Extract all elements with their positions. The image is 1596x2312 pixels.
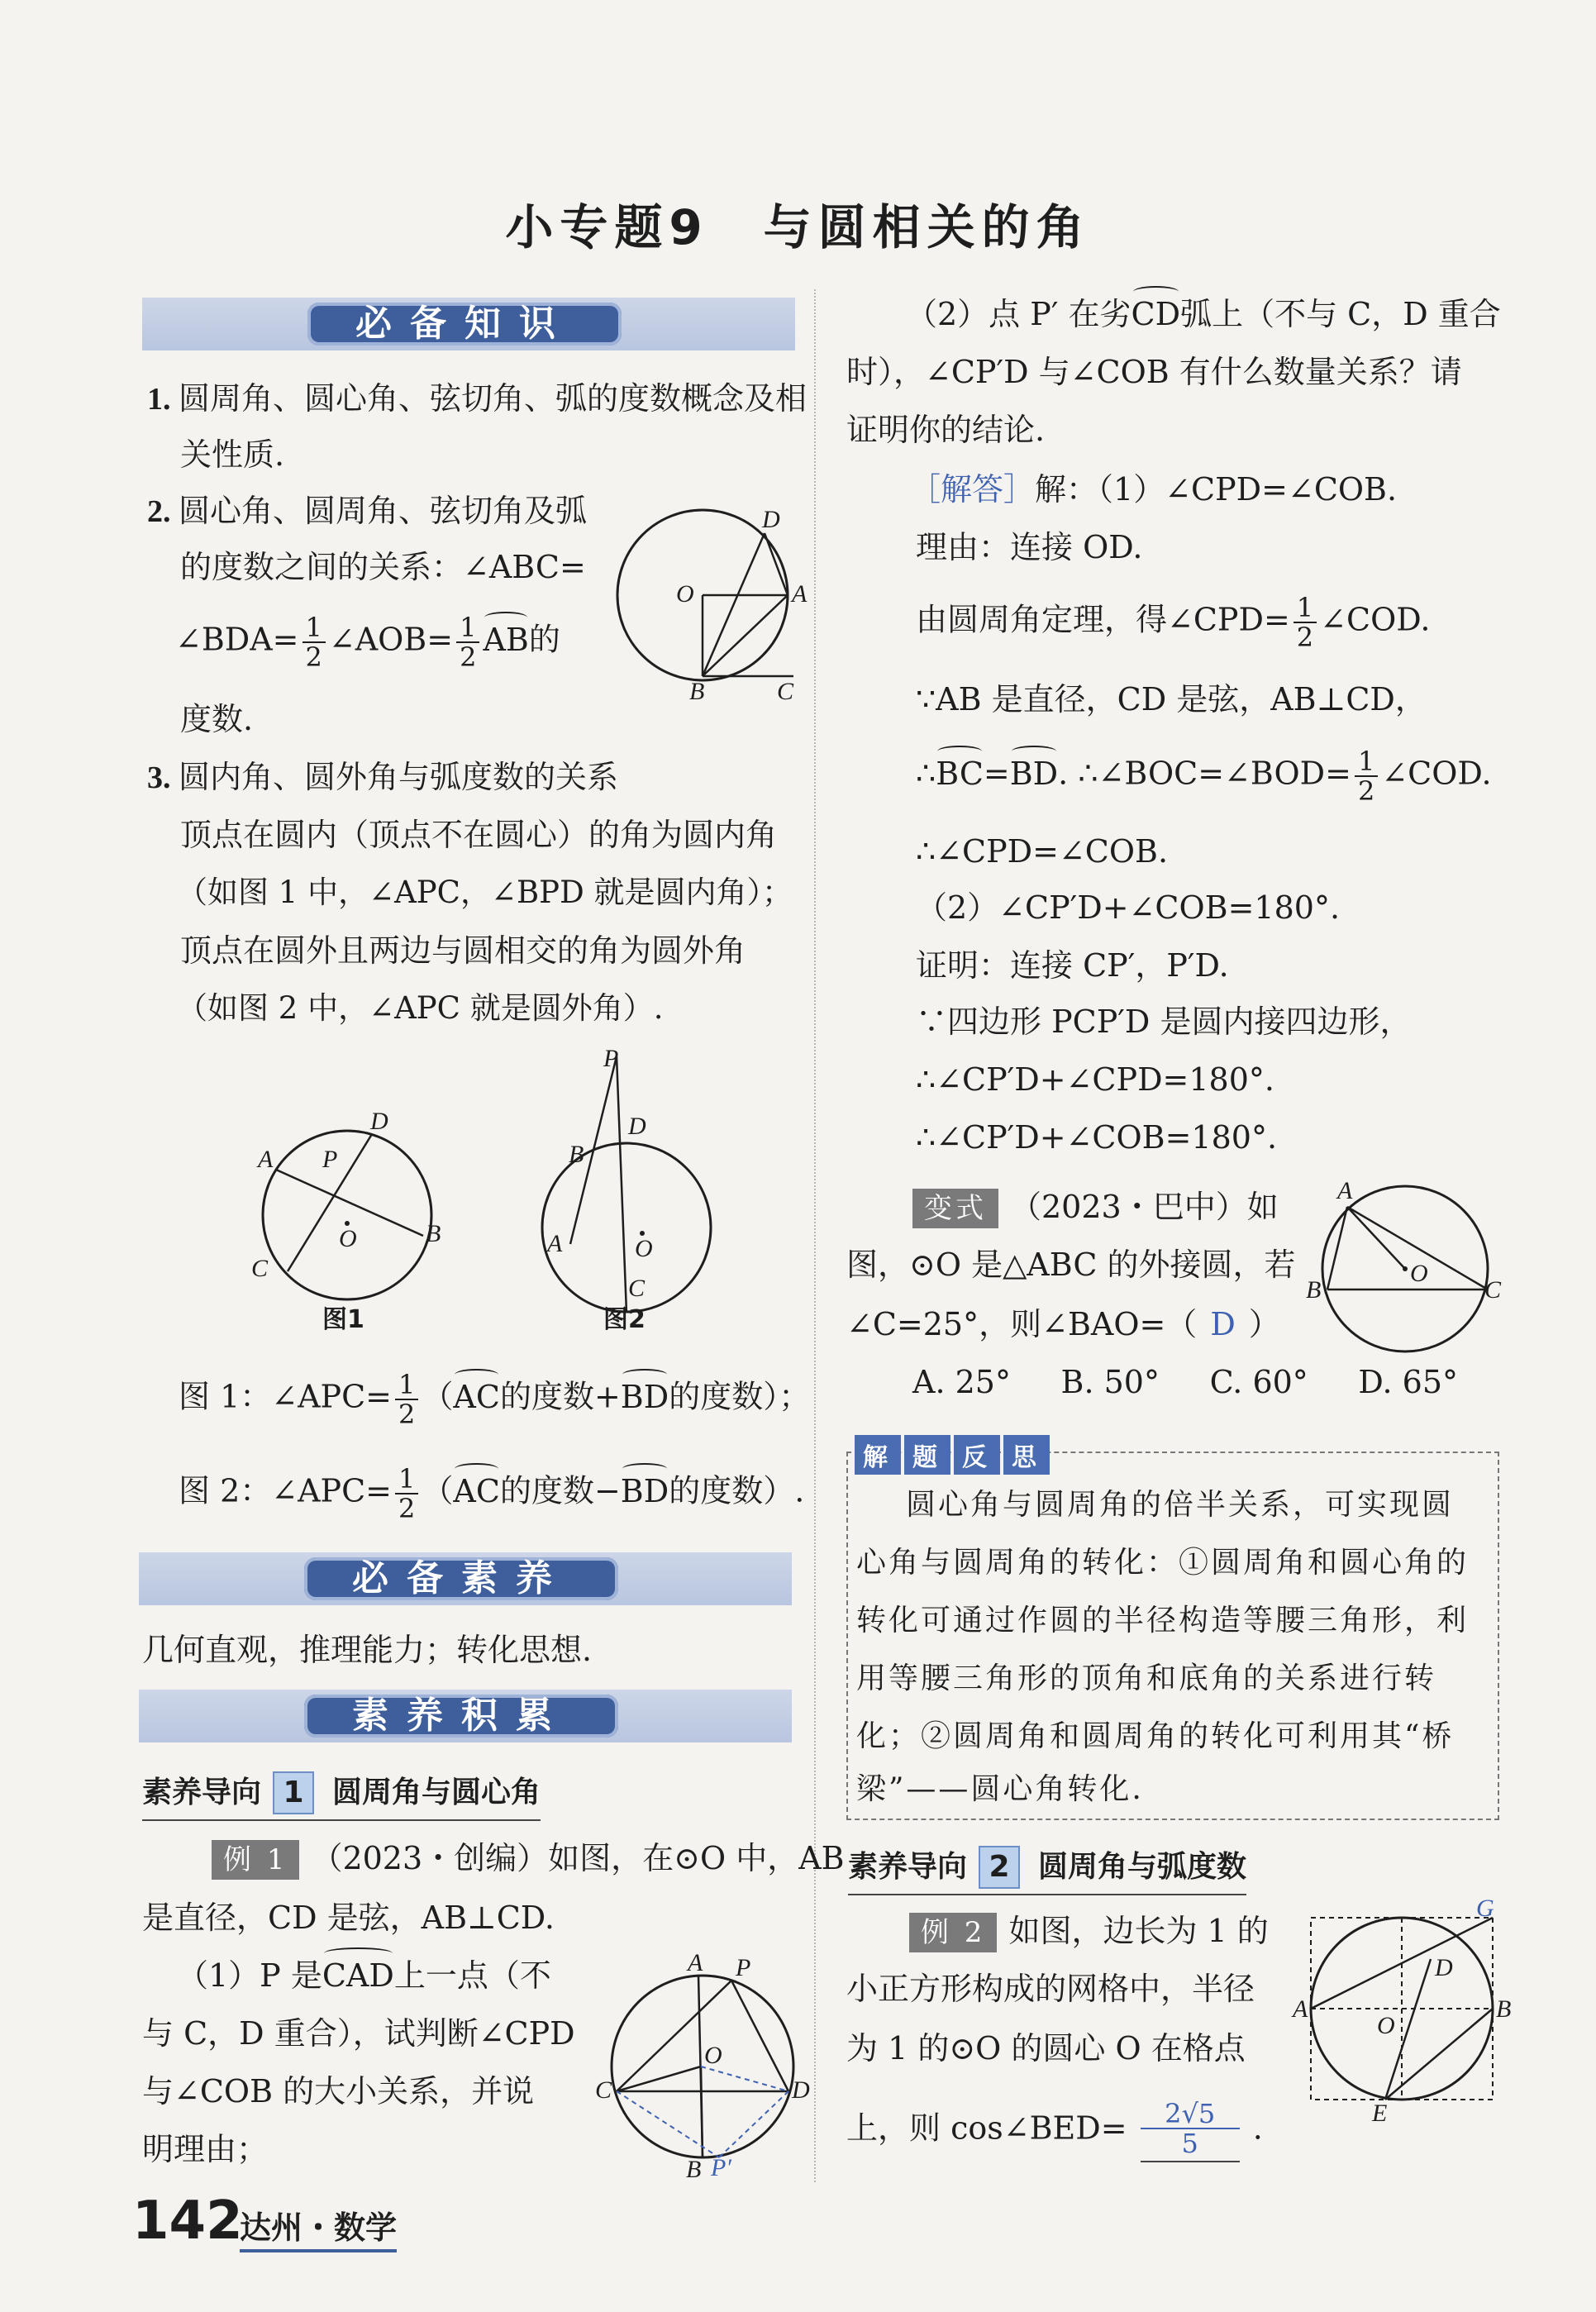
svg-text:C: C: [595, 2076, 612, 2104]
svg-text:O: O: [1410, 1260, 1428, 1287]
svg-text:C: C: [251, 1255, 269, 1282]
option-d: D. 65°: [1358, 1364, 1458, 1400]
variant-line-1: 变式 （2023・巴中）如: [912, 1182, 1279, 1232]
solution-line-10: ∴∠CP′D+∠CPD=180°.: [916, 1061, 1274, 1098]
svg-text:O: O: [1377, 2012, 1395, 2039]
label-a: A: [792, 580, 808, 608]
svg-text:A: A: [258, 1146, 274, 1173]
svg-text:O: O: [704, 2042, 722, 2069]
svg-text:B: B: [1306, 1276, 1322, 1304]
svg-text:A: A: [1337, 1177, 1353, 1204]
reflection-head: 解 题 反 思: [855, 1435, 1050, 1475]
example-2-line-3: 为 1 的⊙O 的圆心 O 在格点: [846, 2030, 1246, 2066]
svg-text:P: P: [736, 1954, 751, 1981]
fraction-half: $\frac{1}{2}$: [456, 613, 479, 671]
figure-1-caption: 图1: [322, 1305, 364, 1334]
variant-line-2: 图，⊙O 是△ABC 的外接圆，若: [846, 1247, 1296, 1283]
reflection-box: [846, 1443, 1499, 1820]
chord-da: [765, 533, 788, 595]
knowledge-item-1b: 关性质.: [180, 436, 285, 473]
option-b: B. 50°: [1060, 1364, 1160, 1400]
knowledge-item-3: 3. 圆内角、圆外角与弧度数的关系: [147, 759, 619, 795]
chord-bd: [703, 533, 765, 676]
svg-text:O: O: [339, 1225, 357, 1252]
reflection-line-2: 心角与圆周角的转化：①圆周角和圆心角的: [856, 1546, 1470, 1580]
page-title: 小专题9 与圆相关的角: [505, 199, 1091, 255]
label-c: C: [777, 678, 794, 705]
solution-line-3: 由圆周角定理，得∠CPD= $\frac{1}{2}$ ∠COD.: [916, 592, 1431, 653]
example-1-part-2-line-1: （2）点 P′ 在劣CD弧上（不与 C，D 重合: [906, 289, 1501, 339]
example-1-part-2-line-3: 证明你的结论.: [846, 412, 1046, 448]
example-1-line-6: 明理由；: [142, 2131, 269, 2167]
example-1-line-4: 与 C，D 重合），试判断∠CPD: [142, 2015, 575, 2052]
solution-line-8: 证明：连接 CP′，P′D.: [916, 947, 1229, 984]
knowledge-item-1: 1. 圆周角、圆心角、弦切角、弧的度数概念及相: [147, 380, 808, 417]
figure-example-1: [595, 1951, 810, 2182]
reflection-line-4: 用等腰三角形的顶角和底角的关系进行转: [856, 1661, 1437, 1695]
section-title-knowledge: 必备知识: [307, 303, 622, 346]
solution-line-11: ∴∠CP′D+∠COB=180°.: [916, 1119, 1278, 1156]
variant-options: [912, 1357, 1458, 1407]
knowledge-item-2c: ∠BDA= $\frac{1}{2}$ ∠AOB= $\frac{1}{2}$ AB的: [175, 612, 560, 673]
figure-2-caption: 图2: [603, 1305, 646, 1334]
svg-text:D: D: [628, 1113, 646, 1140]
option-a: A. 25°: [912, 1364, 1011, 1400]
section-title-literacy: 必备素养: [304, 1557, 618, 1600]
option-c: C. 60°: [1209, 1364, 1308, 1400]
section-band-knowledge: [142, 298, 795, 350]
svg-text:B: B: [686, 2156, 702, 2183]
guide-2-number: 2: [979, 1846, 1020, 1889]
solution-line-5: ∴BC=BD. ∴∠BOC=∠BOD= $\frac{1}{2}$ ∠COD.: [916, 746, 1492, 807]
example-2-line-2: 小正方形构成的网格中，半径: [846, 1971, 1255, 2007]
formula-figure-1: 图 1：∠APC= $\frac{1}{2}$ （AC的度数+BD的度数）；: [179, 1369, 811, 1430]
variant-answer: D: [1210, 1306, 1236, 1342]
svg-text:A: A: [547, 1230, 563, 1257]
guide-1: 素养导向 1 圆周角与圆心角: [142, 1769, 541, 1821]
example-2-line-4: 上，则 cos∠BED= $\frac{2√5}{5}$ .: [846, 2100, 1263, 2162]
literacy-text: 几何直观，推理能力；转化思想.: [142, 1632, 593, 1668]
page-number: 142: [132, 2190, 243, 2252]
svg-text:B: B: [426, 1220, 441, 1247]
svg-text:B: B: [1496, 1995, 1512, 2023]
svg-text:D: D: [792, 2076, 810, 2104]
example-2-tag: 例 2: [909, 1913, 997, 1952]
knowledge-item-2b: 的度数之间的关系：∠ABC=: [180, 549, 586, 585]
svg-text:P: P: [603, 1045, 619, 1072]
reflection-line-6: 梁”——圆心角转化.: [856, 1772, 1144, 1806]
example-1-line-2: 是直径，CD 是弦，AB⊥CD.: [142, 1900, 555, 1936]
knowledge-item-3b: （如图 1 中，∠APC，∠BPD 就是圆内角）；: [177, 875, 793, 910]
knowledge-item-3a: 顶点在圆内（顶点不在圆心）的角为圆内角: [180, 817, 778, 853]
svg-text:O: O: [635, 1235, 653, 1262]
knowledge-item-3d: （如图 2 中，∠APC 就是圆外角）.: [177, 990, 664, 1026]
solution-line-2: 理由：连接 OD.: [916, 529, 1143, 565]
svg-text:D: D: [1435, 1954, 1453, 1981]
footer-title: 达州・数学: [240, 2202, 397, 2252]
solution-line-6: ∴∠CPD=∠COB.: [916, 833, 1169, 870]
formula-figure-2: 图 2：∠APC= $\frac{1}{2}$ （AC的度数−BD的度数）.: [179, 1463, 805, 1524]
guide-1-number: 1: [273, 1771, 314, 1814]
label-o: O: [676, 580, 694, 608]
svg-text:B: B: [569, 1141, 584, 1168]
solution-line-9: ∵四边形 PCP′D 是圆内接四边形，: [916, 1003, 1412, 1040]
svg-text:C: C: [1484, 1276, 1502, 1304]
solution-line-4: ∵AB 是直径，CD 是弦，AB⊥CD，: [916, 681, 1427, 717]
example-1-tag: 例 1: [212, 1840, 299, 1880]
example-2-answer: $\frac{2√5}{5}$: [1141, 2100, 1240, 2162]
figure-example-2-grid: [1293, 1895, 1512, 2127]
knowledge-item-2d: 度数.: [180, 701, 254, 737]
svg-text:D: D: [370, 1108, 388, 1135]
knowledge-item-2: 2. 圆心角、圆周角、弦切角及弧: [147, 493, 588, 529]
svg-text:C: C: [628, 1275, 646, 1302]
svg-text:P′: P′: [711, 2154, 731, 2181]
example-2-line-1: 例 2 如图，边长为 1 的: [909, 1906, 1269, 1956]
solution-tag: ［解答］: [909, 471, 1036, 508]
label-d: D: [762, 506, 780, 533]
solution-line-7: （2）∠CP′D+∠COB=180°.: [916, 889, 1341, 926]
example-1-line-1: 例 1 （2023・创编）如图，在⊙O 中，AB: [212, 1833, 845, 1883]
chord-ba: [703, 595, 788, 676]
section-band-literacy: [139, 1552, 792, 1605]
reflection-line-1: 圆心角与圆周角的倍半关系，可实现圆: [906, 1488, 1455, 1522]
fraction-half: $\frac{1}{2}$: [303, 613, 326, 671]
svg-text:G: G: [1476, 1895, 1494, 1922]
solution-line-1: ［解答］解：（1）∠CPD=∠COB.: [909, 471, 1398, 508]
figures-inner-outer-angles: [240, 1045, 769, 1347]
variant-line-3: ∠C=25°，则∠BAO=（ D ）: [846, 1306, 1280, 1342]
reflection-line-5: 化；②圆周角和圆周角的转化可利用其“桥: [856, 1719, 1455, 1753]
section-band-accumulation: [139, 1690, 792, 1742]
arc-ab: AB: [483, 615, 528, 665]
example-1-line-3: （1）P 是CAD上一点（不: [177, 1951, 551, 2000]
reflection-line-3: 转化可通过作圆的半径构造等腰三角形，利: [856, 1604, 1470, 1637]
svg-text:A: A: [1293, 1995, 1308, 2023]
figure-variant: [1289, 1174, 1504, 1364]
guide-2: 素养导向 2 圆周角与弧度数: [848, 1843, 1246, 1895]
variant-tag: 变式: [912, 1189, 998, 1228]
knowledge-item-3c: 顶点在圆外且两边与圆相交的角为圆外角: [180, 932, 746, 969]
svg-text:E: E: [1372, 2100, 1388, 2127]
figure-circle-tangent: [612, 496, 810, 703]
svg-text:A: A: [688, 1949, 703, 1976]
svg-text:P: P: [322, 1146, 338, 1173]
example-1-part-2-line-2: 时），∠CP′D 与∠COB 有什么数量关系？请: [846, 354, 1462, 390]
section-title-accumulation: 素养积累: [304, 1695, 618, 1738]
figure-2: [542, 1045, 711, 1334]
column-divider: [814, 289, 816, 2182]
example-1-line-5: 与∠COB 的大小关系，并说: [142, 2073, 535, 2109]
label-b: B: [689, 678, 705, 705]
figure-1: [251, 1108, 441, 1334]
